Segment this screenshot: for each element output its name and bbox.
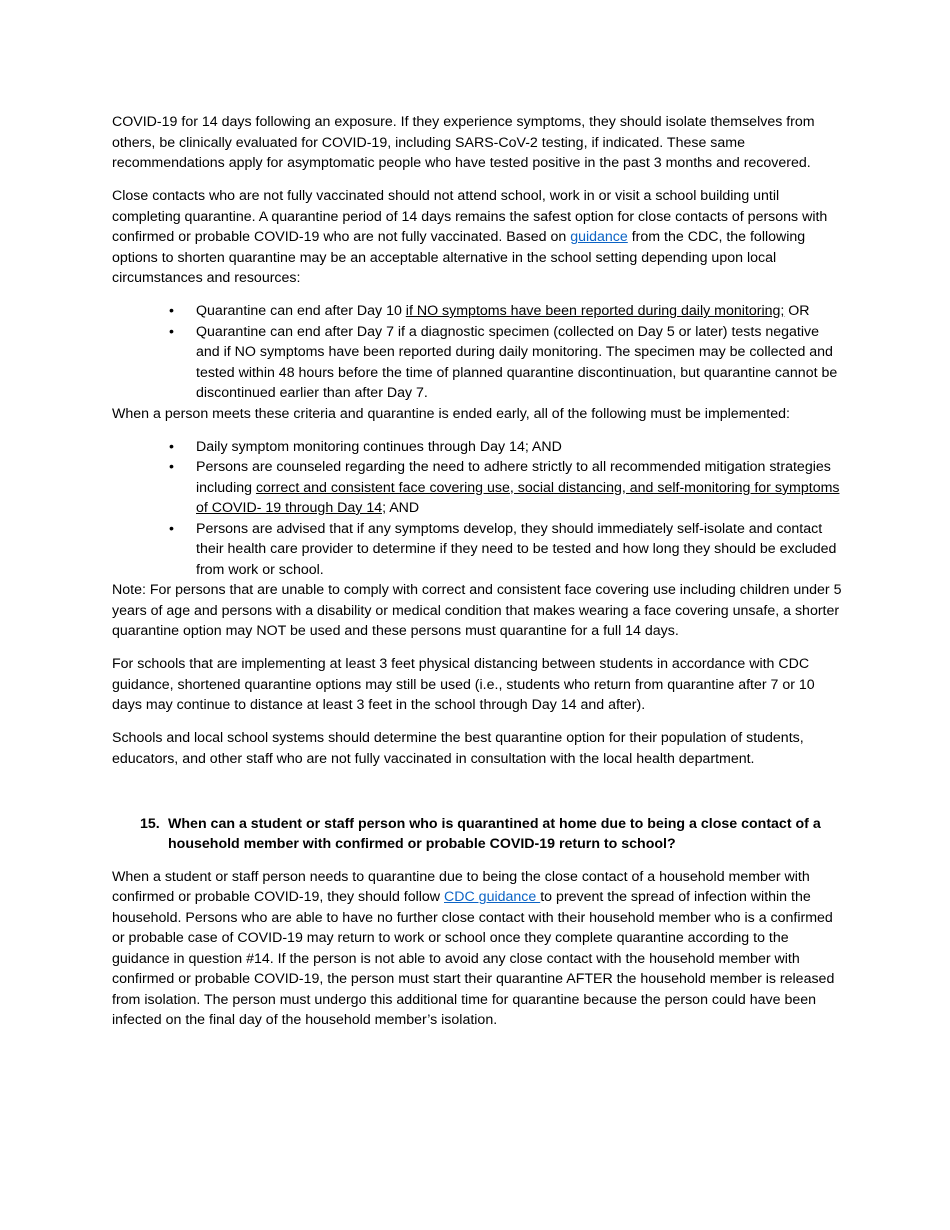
- section-spacer: [112, 782, 842, 814]
- paragraph-close-contacts: [112, 186, 842, 289]
- cdc-guidance-link[interactable]: CDC guidance: [444, 889, 541, 905]
- underlined-text: if NO symptoms have been reported during daily monitoring;: [405, 303, 785, 319]
- underlined-text: correct and consistent face covering use, social distancing, and self-monitoring for symptoms of COVID- 19 through Day 14;: [196, 479, 840, 516]
- bullet-glyph: •: [169, 303, 174, 319]
- paragraph-text: When a student or staff person needs to quarantine due to being the close contact of a household member with confirmed or probable COVID-19, they should follow: [112, 868, 810, 905]
- bullet-glyph: •: [169, 459, 174, 475]
- paragraph-household-member: [112, 867, 842, 1031]
- list-item: • Persons are counseled regarding the need to adhere strictly to all recommended mitigation strategies including correct and consistent face covering use, social distancing, and self-monitoring for symptoms of COVID- 19 through Day 14; AND: [169, 459, 840, 516]
- document-page: [112, 112, 842, 1043]
- paragraph-exposure-monitoring: COVID-19 for 14 days following an exposure. If they experience symptoms, they should isolate themselves from others, be clinically evaluated for COVID-19, including SARS-CoV-2 testing, if indicated. These same recommendations apply for asymptomatic people who have tested positive in the past 3 months and recovered.: [112, 114, 815, 171]
- paragraph-text: to prevent the spread of infection within the household. Persons who are able to have no further close contact with their household member who is a confirmed or probable case of COVID-19 may return to work or school once they complete quarantine according to the guidance in question #14. If the person is not able to avoid any close contact with the household member with confirmed or probable COVID-19, the person must start their quarantine AFTER the household member is released from isolation. The person must undergo this additional time for quarantine because the person could have been infected on the final day of the household member’s isolation.: [112, 889, 835, 1028]
- guidance-link[interactable]: guidance: [570, 229, 628, 245]
- list-item: • Daily symptom monitoring continues through Day 14; AND: [112, 437, 842, 458]
- paragraph-text: from the CDC, the following options to shorten quarantine may be an acceptable alternative in the school setting depending upon local circumstances and resources:: [112, 229, 806, 286]
- paragraph-school-systems: Schools and local school systems should determine the best quarantine option for their population of students, educators, and other staff who are not fully vaccinated in consultation with the local health department.: [112, 730, 804, 767]
- bullet-glyph: •: [169, 323, 174, 340]
- list-item: • Quarantine can end after Day 7 if a diagnostic specimen (collected on Day 5 or later) tests negative and if NO symptoms have been reported during daily monitoring. The specimen may be collected and tested within 48 hours before the time of planned quarantine discontinuation, but quarantine cannot be discontinued earlier than after Day 7.: [169, 323, 838, 401]
- quarantine-options-list: [112, 301, 842, 404]
- list-item: • Quarantine can end after Day 10 if NO symptoms have been reported during daily monitoring; OR: [112, 301, 842, 322]
- early-end-requirements-list: [112, 437, 842, 581]
- list-item: • Persons are advised that if any symptoms develop, they should immediately self-isolate and contact their health care provider to determine if they need to be tested and how long they should be excluded from work or school.: [169, 520, 837, 578]
- question-text: When can a student or staff person who is quarantined at home due to being a close contact of a household member with confirmed or probable COVID-19 return to school?: [168, 815, 821, 852]
- bullet-glyph: •: [169, 520, 174, 537]
- paragraph-note: Note: For persons that are unable to comply with correct and consistent face covering use including children under 5 years of age and persons with a disability or medical condition that makes wearing a face covering unsafe, a shorter quarantine option may NOT be used and these persons must quarantine for a full 14 days.: [112, 582, 842, 639]
- paragraph-physical-distancing: For schools that are implementing at least 3 feet physical distancing between students in accordance with CDC guidance, shortened quarantine options may still be used (i.e., students who return from quarantine after 7 or 10 days may continue to distance at least 3 feet in the school through Day 14 and after).: [112, 656, 815, 713]
- bullet-glyph: •: [169, 438, 174, 455]
- question-number: 15.: [140, 815, 160, 832]
- paragraph-criteria: When a person meets these criteria and quarantine is ended early, all of the following must be implemented:: [112, 405, 790, 422]
- question-15-heading: [112, 814, 842, 855]
- paragraph-text: Close contacts who are not fully vaccinated should not attend school, work in or visit a school building until completing quarantine. A quarantine period of 14 days remains the safest option for close contacts of persons with confirmed or probable COVID-19 who are not fully vaccinated. Based on: [112, 188, 828, 245]
